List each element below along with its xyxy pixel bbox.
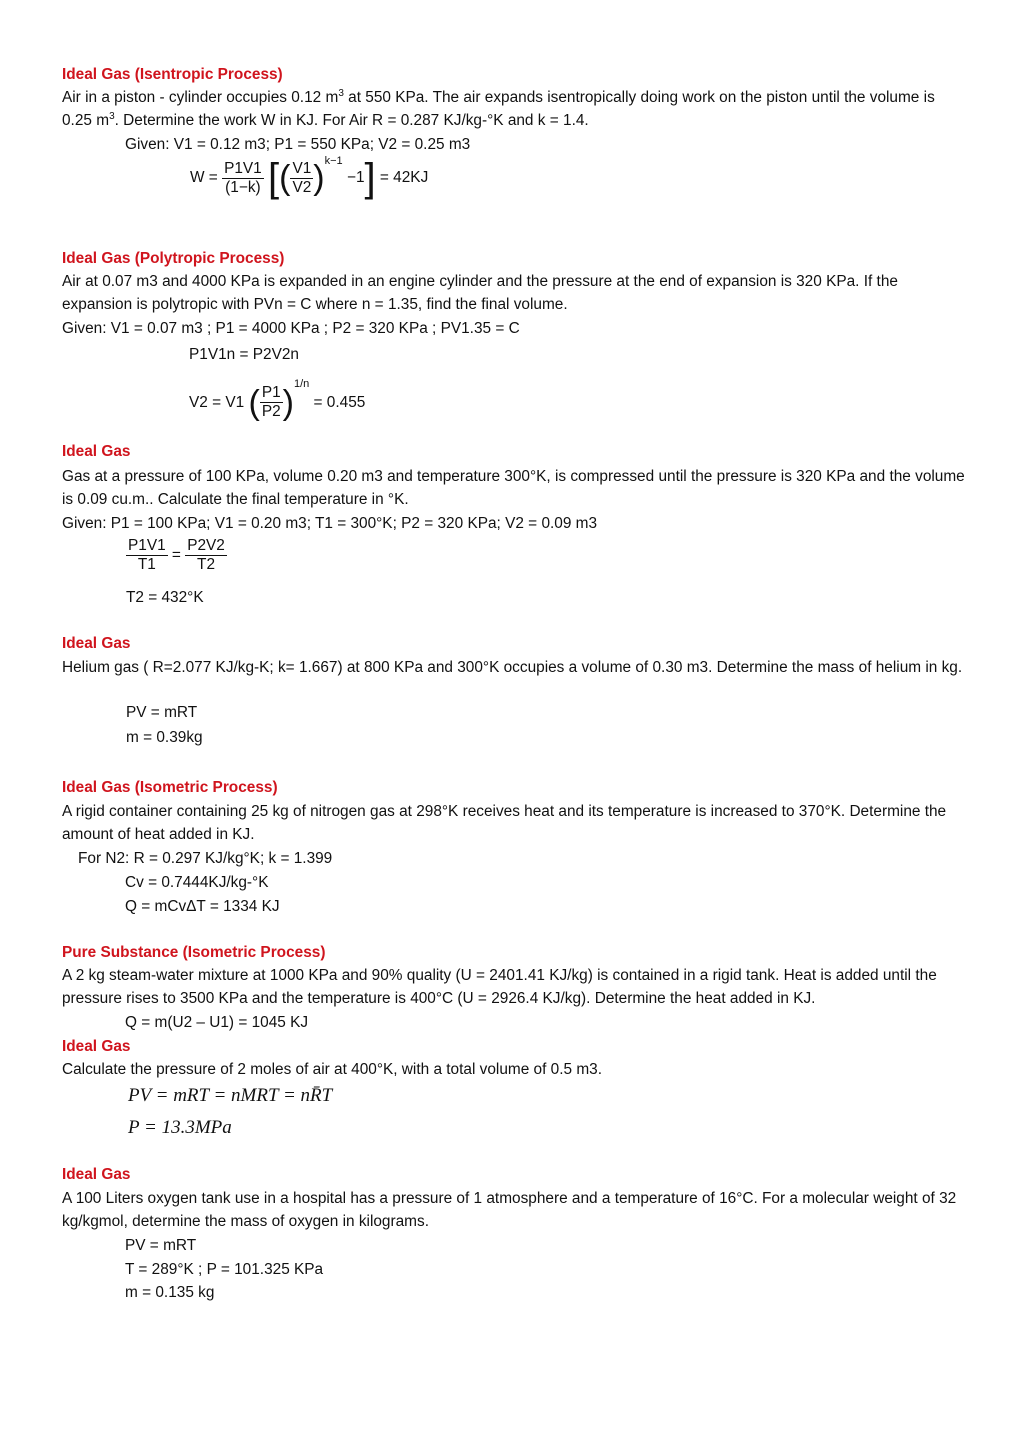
section-heading-isometric: Ideal Gas (Isometric Process) [62,779,278,796]
given-polytropic: Given: V1 = 0.07 m3 ; P1 = 4000 KPa ; P2 = 320 KPa ; PV1.35 = C [62,320,520,337]
given-compression: Given: P1 = 100 KPa; V1 = 0.20 m3; T1 = 300°K; P2 = 320 KPa; V2 = 0.09 m3 [62,515,598,532]
section-heading-polytropic: Ideal Gas (Polytropic Process) [62,250,285,267]
section-heading-isentropic: Ideal Gas (Isentropic Process) [62,66,283,83]
given-nitrogen: For N2: R = 0.297 KJ/kg°K; k = 1.399 [78,850,333,867]
section-heading-ideal-gas-3: Ideal Gas [62,1038,131,1055]
equation-final-volume: V2 = V1 ( $\frac{P1}{P2}$ )$^{1/n}$ = 0.455 [189,378,366,422]
section-heading-ideal-gas-1: Ideal Gas [62,443,131,460]
equation-polytropic-relation: P1V1n = P2V2n [189,346,299,363]
equation-work-isentropic: W = $\frac{P1V1}{(1-k)}$ [( $\frac{V1}{V2}$ )$^{k-1}$ −1] = 42KJ [190,155,429,200]
problem-text-moles: Calculate the pressure of 2 moles of air at 400°K, with a total volume of 0.5 m3. [62,1061,602,1078]
oxygen-mass-result: m = 0.135 kg [125,1284,215,1301]
problem-text-helium: Helium gas ( R=2.077 KJ/kg-K; k= 1.667) at 800 KPa and 300°K occupies a volume of 0.30 m3. Determine the mass of helium in kg. [62,659,963,676]
problem-text-steam: A 2 kg steam-water mixture at 1000 KPa and 90% quality (U = 2401.41 KJ/kg) is contained in a rigid tank. Heat is added until the pressure rises to 3500 KPa and the temperature is 400°C (U = 2926.4 KJ/kg). Determine the heat added in KJ. [62,967,937,1008]
equation-molar-gas-law: PV = mRT = nMRT = nR̄T [128,1085,333,1106]
equation-helium-mass: m = 0.39kg [126,729,203,746]
heat-result-steam: Q = m(U2 – U1) = 1045 KJ [125,1014,309,1031]
equation-pressure-result: P = 13.3MPa [128,1117,232,1138]
section-heading-pure-substance: Pure Substance (Isometric Process) [62,944,326,961]
equation-oxygen-gas-law: PV = mRT [125,1237,197,1254]
oxygen-conditions: T = 289°K ; P = 101.325 KPa [125,1261,324,1278]
problem-text-polytropic: Air at 0.07 m3 and 4000 KPa is expanded in an engine cylinder and the pressure at the end of expansion is 320 KPa. If the expansion is polytropic with PVn = C where n = 1.35, find the final volume. [62,273,898,314]
equation-ideal-gas-law: PV = mRT [126,704,198,721]
equation-combined-gas-law: $\frac{P1V1}{T1}$ = $\frac{P2V2}{T2}$ [128,537,225,573]
equation-final-temperature: T2 = 432°K [126,589,204,606]
problem-text-nitrogen: A rigid container containing 25 kg of nitrogen gas at 298°K receives heat and its temperature is increased to 370°K. Determine the amount of heat added in KJ. [62,803,947,844]
problem-text-compression: Gas at a pressure of 100 KPa, volume 0.20 m3 and temperature 300°K, is compressed until the pressure is 320 KPa and the volume is 0.09 cu.m.. Calculate the final temperature in °K. [62,468,965,509]
given-isentropic: Given: V1 = 0.12 m3; P1 = 550 KPa; V2 = 0.25 m3 [125,136,471,153]
problem-text-isentropic: Air in a piston - cylinder occupies 0.12 $m^3$ at 550 KPa. The air expands isentropically doing work on the piston until the volume is 0.25 $m^3$. Determine the work W in KJ. For Air R = 0.287 KJ/kg-°K and k = 1.4. [62,87,935,130]
section-heading-ideal-gas-4: Ideal Gas [62,1166,131,1183]
cv-value: Cv = 0.7444KJ/kg-°K [125,874,269,891]
problem-text-oxygen: A 100 Liters oxygen tank use in a hospital has a pressure of 1 atmosphere and a temperature of 16°C. For a molecular weight of 32 kg/kgmol, determine the mass of oxygen in kilograms. [62,1190,957,1231]
section-heading-ideal-gas-2: Ideal Gas [62,635,131,652]
heat-result-nitrogen: Q = mCvΔT = 1334 KJ [125,898,280,915]
